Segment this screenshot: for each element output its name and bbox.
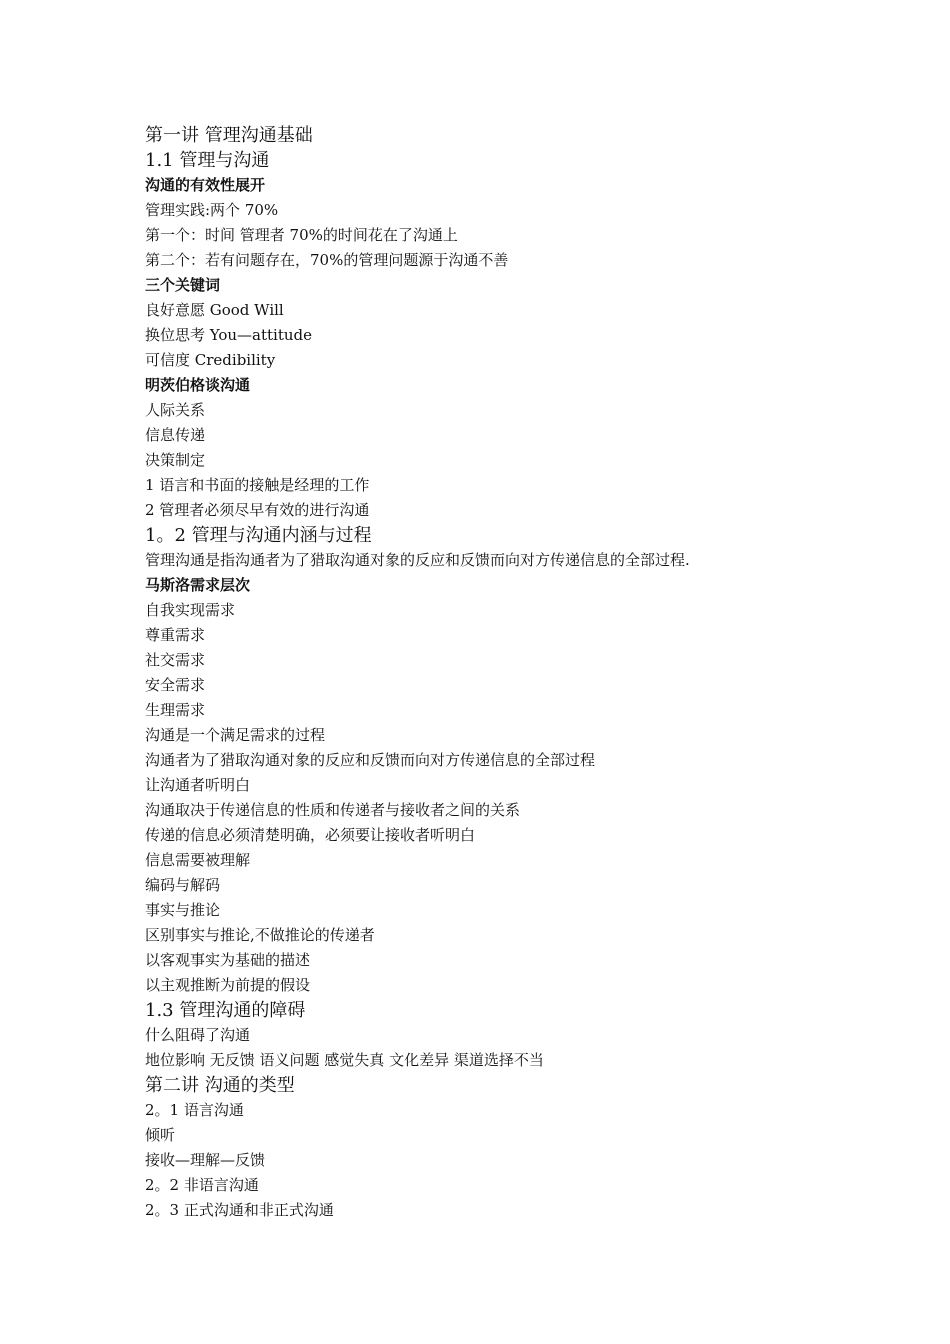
body-line: 地位影响 无反馈 语义问题 感觉失真 文化差异 渠道选择不当 — [145, 1051, 544, 1069]
body-line: 安全需求 — [145, 676, 206, 694]
body-line: 让沟通者听明白 — [145, 776, 251, 794]
body-line: 以主观推断为前提的假设 — [145, 976, 311, 994]
body-line: 管理实践:两个 70% — [145, 201, 279, 219]
body-line: 什么阻碍了沟通 — [145, 1026, 251, 1044]
body-line: 沟通取决于传递信息的性质和传递者与接收者之间的关系 — [145, 801, 521, 819]
body-line: 自我实现需求 — [145, 601, 236, 619]
body-line: 沟通者为了猎取沟通对象的反应和反馈而向对方传递信息的全部过程 — [145, 751, 596, 769]
body-line: 信息传递 — [145, 426, 206, 444]
body-line: 人际关系 — [145, 401, 206, 419]
body-line: 以客观事实为基础的描述 — [145, 951, 311, 969]
lecture-2-heading: 第二讲 沟通的类型 — [145, 1075, 295, 1096]
body-line: 社交需求 — [145, 651, 206, 669]
body-line: 接收—理解—反馈 — [145, 1151, 266, 1169]
body-line: 事实与推论 — [145, 901, 221, 919]
body-line: 2。2 非语言沟通 — [145, 1176, 259, 1194]
section-1-3-heading: 1.3 管理沟通的障碍 — [145, 1000, 306, 1021]
section-1-2-heading: 1。2 管理与沟通内涵与过程 — [145, 525, 372, 546]
body-line: 第二个：若有问题存在，70%的管理问题源于沟通不善 — [145, 251, 509, 269]
body-line: 区别事实与推论,不做推论的传递者 — [145, 926, 375, 944]
body-line: 2 管理者必须尽早有效的进行沟通 — [145, 501, 370, 519]
body-line: 2。1 语言沟通 — [145, 1101, 244, 1119]
body-line: 换位思考 You—attitude — [145, 326, 313, 344]
subheading-keywords: 三个关键词 — [145, 276, 221, 294]
body-line: 2。3 正式沟通和非正式沟通 — [145, 1201, 334, 1219]
body-line: 可信度 Credibility — [145, 351, 276, 369]
body-line: 决策制定 — [145, 451, 206, 469]
body-line: 信息需要被理解 — [145, 851, 251, 869]
body-line: 良好意愿 Good Will — [145, 301, 284, 319]
subheading-mintzberg: 明茨伯格谈沟通 — [145, 376, 251, 394]
body-line: 生理需求 — [145, 701, 206, 719]
body-line: 管理沟通是指沟通者为了猎取沟通对象的反应和反馈而向对方传递信息的全部过程. — [145, 551, 690, 569]
body-line: 尊重需求 — [145, 626, 206, 644]
document-body — [145, 123, 905, 1223]
body-line: 1 语言和书面的接触是经理的工作 — [145, 476, 370, 494]
body-line: 编码与解码 — [145, 876, 221, 894]
body-line: 第一个：时间 管理者 70%的时间花在了沟通上 — [145, 226, 458, 244]
body-line: 传递的信息必须清楚明确，必须要让接收者听明白 — [145, 826, 476, 844]
section-1-1-heading: 1.1 管理与沟通 — [145, 150, 270, 171]
lecture-1-heading: 第一讲 管理沟通基础 — [145, 125, 313, 146]
subheading-maslow: 马斯洛需求层次 — [145, 576, 251, 594]
body-line: 沟通是一个满足需求的过程 — [145, 726, 326, 744]
body-line: 倾听 — [145, 1126, 176, 1144]
subheading-effectiveness: 沟通的有效性展开 — [145, 176, 266, 194]
